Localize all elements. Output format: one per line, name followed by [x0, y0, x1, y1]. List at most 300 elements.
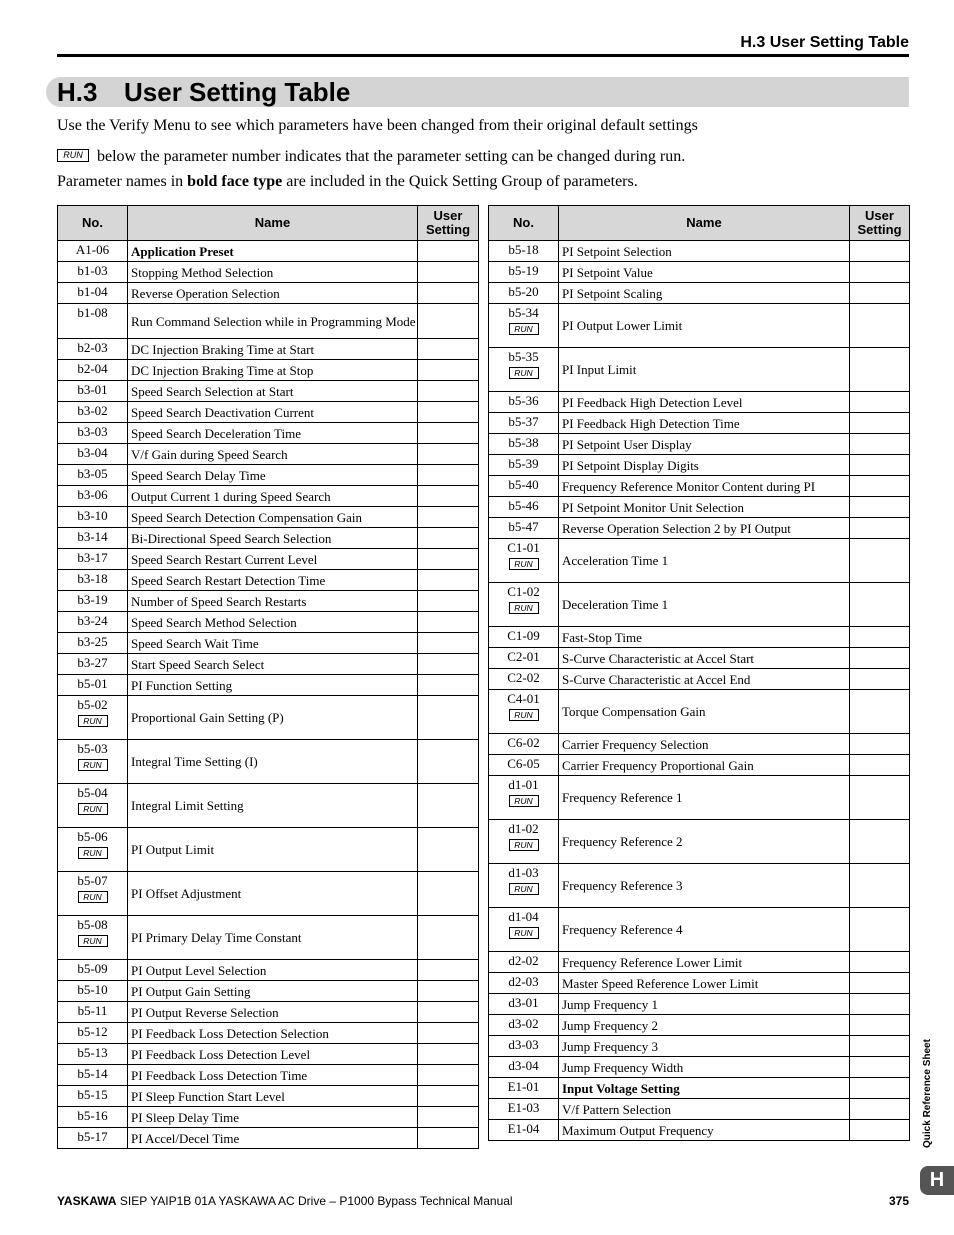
user-setting-cell[interactable]: [418, 828, 479, 872]
param-number-cell: [489, 734, 559, 755]
param-name: Input Voltage Setting: [559, 1078, 850, 1099]
param-name: PI Feedback Loss Detection Time: [128, 1065, 418, 1086]
param-name: Bi-Directional Speed Search Selection: [128, 528, 418, 549]
param-number: b3-05: [77, 466, 108, 481]
param-number-cell: [58, 1002, 128, 1023]
param-name: PI Setpoint User Display: [559, 434, 850, 455]
param-number: b1-04: [77, 284, 108, 299]
param-number-cell: [489, 1057, 559, 1078]
param-name: Frequency Reference 3: [559, 864, 850, 908]
user-setting-cell[interactable]: [418, 1002, 479, 1023]
table-row: [58, 262, 479, 283]
table-row: [489, 283, 910, 304]
user-setting-cell[interactable]: [418, 1044, 479, 1065]
user-setting-cell[interactable]: [418, 872, 479, 916]
param-number: d2-02: [508, 953, 539, 968]
table-row: [58, 465, 479, 486]
table-row: [489, 392, 910, 413]
table-row: [489, 476, 910, 497]
param-name: PI Feedback High Detection Time: [559, 413, 850, 434]
param-number-cell: [58, 591, 128, 612]
param-number-cell: [58, 360, 128, 381]
param-name: Jump Frequency 2: [559, 1015, 850, 1036]
param-name: PI Feedback Loss Detection Selection: [128, 1023, 418, 1044]
param-name: Jump Frequency 1: [559, 994, 850, 1015]
table-row: [489, 1120, 910, 1141]
param-number: b5-39: [508, 456, 539, 471]
user-setting-cell[interactable]: [418, 633, 479, 654]
user-setting-cell[interactable]: [418, 696, 479, 740]
user-setting-cell[interactable]: [418, 549, 479, 570]
user-setting-cell[interactable]: [418, 570, 479, 591]
user-setting-cell[interactable]: [418, 465, 479, 486]
run-badge-icon: RUN: [509, 367, 539, 379]
param-number: b5-18: [508, 242, 539, 257]
table-row: [58, 696, 479, 740]
user-setting-cell[interactable]: [418, 784, 479, 828]
table-row: [489, 820, 910, 864]
table-row: [489, 1057, 910, 1078]
user-setting-cell[interactable]: [850, 648, 910, 669]
param-number: b5-36: [508, 393, 539, 408]
param-number: b2-04: [77, 361, 108, 376]
table-row: [489, 690, 910, 734]
user-setting-cell[interactable]: [850, 304, 910, 348]
param-number-cell: [58, 381, 128, 402]
param-number: b5-06: [77, 829, 108, 844]
table-row: [58, 507, 479, 528]
user-setting-cell[interactable]: [418, 1107, 479, 1128]
table-row: [489, 864, 910, 908]
param-number-cell: [489, 1099, 559, 1120]
param-name: Carrier Frequency Proportional Gain: [559, 755, 850, 776]
user-setting-cell[interactable]: [850, 539, 910, 583]
param-name: Integral Limit Setting: [128, 784, 418, 828]
header-rule: [57, 54, 909, 57]
table-row: [58, 675, 479, 696]
param-name: Integral Time Setting (I): [128, 740, 418, 784]
param-number: b3-25: [77, 634, 108, 649]
table-row: [58, 528, 479, 549]
user-setting-cell[interactable]: [850, 241, 910, 262]
user-setting-cell[interactable]: [418, 507, 479, 528]
user-setting-cell[interactable]: [418, 981, 479, 1002]
user-setting-cell[interactable]: [418, 1128, 479, 1149]
table-row: [489, 1036, 910, 1057]
user-setting-cell[interactable]: [850, 864, 910, 908]
param-number-cell: [489, 908, 559, 952]
run-badge-icon: RUN: [78, 715, 108, 727]
param-name: PI Output Limit: [128, 828, 418, 872]
user-setting-cell[interactable]: [850, 348, 910, 392]
user-setting-cell[interactable]: [850, 627, 910, 648]
param-number-cell: [58, 612, 128, 633]
table-row: [489, 908, 910, 952]
intro-line-3: [57, 172, 638, 192]
intro-line-3-suffix: are included in the Quick Setting Group of parameters.: [282, 173, 638, 190]
param-number: d1-01: [508, 777, 539, 792]
col-header-user-line2: Setting: [857, 222, 902, 237]
param-number-cell: [58, 486, 128, 507]
param-number-cell: [489, 1078, 559, 1099]
param-number: b5-19: [508, 263, 539, 278]
param-number-cell: [58, 283, 128, 304]
param-number-cell: [489, 1120, 559, 1141]
user-setting-cell[interactable]: [418, 381, 479, 402]
user-setting-cell[interactable]: [850, 434, 910, 455]
param-number: b5-46: [508, 498, 539, 513]
user-setting-cell[interactable]: [418, 486, 479, 507]
param-number-cell: [58, 1044, 128, 1065]
param-name: PI Sleep Function Start Level: [128, 1086, 418, 1107]
param-number-cell: [489, 497, 559, 518]
param-number: b5-13: [77, 1045, 108, 1060]
param-name: PI Setpoint Monitor Unit Selection: [559, 497, 850, 518]
col-header-no: No.: [58, 206, 128, 241]
param-number-cell: [489, 413, 559, 434]
user-setting-cell[interactable]: [418, 612, 479, 633]
param-number: b3-27: [77, 655, 108, 670]
param-number: b3-19: [77, 592, 108, 607]
table-row: [489, 241, 910, 262]
param-number: b3-04: [77, 445, 108, 460]
param-number: C2-01: [507, 649, 540, 664]
param-number: b1-03: [77, 263, 108, 278]
run-badge-icon: RUN: [78, 803, 108, 815]
user-setting-cell[interactable]: [418, 241, 479, 262]
user-setting-cell[interactable]: [850, 734, 910, 755]
user-setting-cell[interactable]: [418, 304, 479, 339]
param-name: Speed Search Selection at Start: [128, 381, 418, 402]
param-name: PI Feedback High Detection Level: [559, 392, 850, 413]
param-name: Application Preset: [128, 241, 418, 262]
table-row: [489, 1099, 910, 1120]
param-number: b5-07: [77, 873, 108, 888]
param-number: E1-03: [507, 1100, 540, 1115]
table-row: [489, 348, 910, 392]
param-number-cell: [489, 455, 559, 476]
param-number: d2-03: [508, 974, 539, 989]
param-number: b3-18: [77, 571, 108, 586]
footer-text: SIEP YAIP1B 01A YASKAWA AC Drive – P1000 Bypass Technical Manual: [116, 1194, 513, 1208]
param-number: C2-02: [507, 670, 540, 685]
user-setting-cell[interactable]: [850, 994, 910, 1015]
param-number-cell: [489, 392, 559, 413]
param-number: E1-04: [507, 1121, 540, 1136]
param-name: DC Injection Braking Time at Stop: [128, 360, 418, 381]
param-number-cell: [58, 465, 128, 486]
table-row: [489, 518, 910, 539]
table-row: [58, 960, 479, 981]
param-number: b5-20: [508, 284, 539, 299]
user-setting-cell[interactable]: [418, 960, 479, 981]
col-header-name: Name: [559, 206, 850, 241]
param-number: b3-24: [77, 613, 108, 628]
run-badge-icon: RUN: [509, 795, 539, 807]
footer-brand: YASKAWA: [57, 1194, 117, 1208]
param-number-cell: [58, 981, 128, 1002]
user-setting-cell[interactable]: [418, 283, 479, 304]
param-number: b3-02: [77, 403, 108, 418]
user-setting-cell[interactable]: [850, 497, 910, 518]
user-setting-cell[interactable]: [850, 669, 910, 690]
param-name: Maximum Output Frequency: [559, 1120, 850, 1141]
col-header-no: No.: [489, 206, 559, 241]
user-setting-cell[interactable]: [850, 776, 910, 820]
section-title-text: User Setting Table: [124, 77, 351, 107]
user-setting-cell[interactable]: [850, 262, 910, 283]
user-setting-cell[interactable]: [850, 1078, 910, 1099]
user-setting-cell[interactable]: [850, 413, 910, 434]
table-row: [58, 423, 479, 444]
user-setting-cell[interactable]: [418, 444, 479, 465]
param-name: S-Curve Characteristic at Accel End: [559, 669, 850, 690]
param-name: Stopping Method Selection: [128, 262, 418, 283]
param-number-cell: [489, 755, 559, 776]
param-number: C6-05: [507, 756, 540, 771]
param-name: S-Curve Characteristic at Accel Start: [559, 648, 850, 669]
table-row: [58, 486, 479, 507]
param-number: A1-06: [75, 242, 110, 257]
table-row: [58, 828, 479, 872]
user-setting-cell[interactable]: [850, 476, 910, 497]
running-head: H.3 User Setting Table: [740, 34, 909, 51]
table-row: [58, 916, 479, 960]
run-badge-icon: RUN: [78, 891, 108, 903]
param-name: PI Feedback Loss Detection Level: [128, 1044, 418, 1065]
user-setting-cell[interactable]: [850, 1099, 910, 1120]
table-row: [489, 669, 910, 690]
param-name: PI Sleep Delay Time: [128, 1107, 418, 1128]
param-number-cell: [489, 539, 559, 583]
user-setting-table-left: [57, 205, 479, 1149]
param-name: Speed Search Restart Detection Time: [128, 570, 418, 591]
param-number-cell: [489, 1036, 559, 1057]
table-row: [489, 973, 910, 994]
param-number-cell: [58, 654, 128, 675]
param-number: b5-08: [77, 917, 108, 932]
table-row: [58, 740, 479, 784]
param-number-cell: [58, 740, 128, 784]
user-setting-table-right: [488, 205, 910, 1141]
table-row: [58, 1023, 479, 1044]
param-number-cell: [58, 570, 128, 591]
user-setting-cell[interactable]: [850, 973, 910, 994]
run-badge-icon: RUN: [509, 323, 539, 335]
user-setting-cell[interactable]: [850, 908, 910, 952]
param-number: b5-35: [508, 349, 539, 364]
param-number: d1-04: [508, 909, 539, 924]
table-row: [489, 994, 910, 1015]
param-number: b5-12: [77, 1024, 108, 1039]
user-setting-cell[interactable]: [418, 654, 479, 675]
table-row: [58, 1128, 479, 1149]
user-setting-cell[interactable]: [418, 740, 479, 784]
param-number-cell: [58, 1065, 128, 1086]
user-setting-cell[interactable]: [418, 1086, 479, 1107]
run-badge-icon: RUN: [509, 558, 539, 570]
param-number-cell: [489, 776, 559, 820]
user-setting-cell[interactable]: [418, 591, 479, 612]
user-setting-cell[interactable]: [850, 283, 910, 304]
table-row: [58, 283, 479, 304]
param-number-cell: [58, 1128, 128, 1149]
user-setting-cell[interactable]: [850, 1120, 910, 1141]
intro-line-2: [57, 147, 685, 167]
param-number: b5-37: [508, 414, 539, 429]
table-row: [489, 755, 910, 776]
col-header-user-setting: [850, 206, 910, 241]
param-number-cell: [58, 1107, 128, 1128]
param-name: PI Offset Adjustment: [128, 872, 418, 916]
param-number-cell: [489, 262, 559, 283]
param-number: b5-34: [508, 305, 539, 320]
user-setting-cell[interactable]: [850, 1057, 910, 1078]
param-number: b5-10: [77, 982, 108, 997]
table-row: [489, 413, 910, 434]
table-row: [58, 1002, 479, 1023]
user-setting-cell[interactable]: [418, 528, 479, 549]
table-row: [489, 734, 910, 755]
col-header-user-setting: [418, 206, 479, 241]
param-number: C6-02: [507, 735, 540, 750]
param-number: C4-01: [507, 691, 540, 706]
table-row: [58, 633, 479, 654]
intro-line-1: Use the Verify Menu to see which parameters have been changed from their original default settings: [57, 117, 698, 134]
user-setting-cell[interactable]: [418, 1023, 479, 1044]
side-label: Quick Reference Sheet: [922, 1039, 933, 1148]
section-number: H.3: [57, 77, 98, 107]
param-number-cell: [58, 1023, 128, 1044]
param-number: b2-03: [77, 340, 108, 355]
table-row: [489, 497, 910, 518]
table-row: [489, 776, 910, 820]
param-number-cell: [58, 1086, 128, 1107]
param-number: b3-01: [77, 382, 108, 397]
param-name: PI Input Limit: [559, 348, 850, 392]
param-name: Run Command Selection while in Programming Mode: [128, 304, 418, 339]
user-setting-cell[interactable]: [418, 360, 479, 381]
section-title: [57, 76, 350, 108]
user-setting-cell[interactable]: [418, 262, 479, 283]
run-badge-icon: RUN: [57, 149, 89, 162]
param-number: d3-04: [508, 1058, 539, 1073]
user-setting-cell[interactable]: [850, 755, 910, 776]
table-row: [489, 304, 910, 348]
param-number-cell: [489, 669, 559, 690]
user-setting-cell[interactable]: [850, 952, 910, 973]
table-row: [58, 381, 479, 402]
user-setting-cell[interactable]: [850, 1015, 910, 1036]
param-name: Speed Search Deceleration Time: [128, 423, 418, 444]
user-setting-cell[interactable]: [418, 675, 479, 696]
user-setting-cell[interactable]: [418, 1065, 479, 1086]
user-setting-cell[interactable]: [418, 423, 479, 444]
run-badge-icon: RUN: [509, 709, 539, 721]
user-setting-cell[interactable]: [850, 820, 910, 864]
param-name: PI Setpoint Selection: [559, 241, 850, 262]
param-number-cell: [58, 872, 128, 916]
col-header-name: Name: [128, 206, 418, 241]
param-name: PI Output Level Selection: [128, 960, 418, 981]
param-name: PI Output Gain Setting: [128, 981, 418, 1002]
table-row: [58, 570, 479, 591]
table-row: [58, 402, 479, 423]
col-header-user-line1: User: [865, 208, 894, 223]
param-number: d3-03: [508, 1037, 539, 1052]
user-setting-cell[interactable]: [850, 392, 910, 413]
param-name: Fast-Stop Time: [559, 627, 850, 648]
param-number: b5-02: [77, 697, 108, 712]
table-row: [58, 1107, 479, 1128]
table-row: [58, 339, 479, 360]
table-row: [489, 1015, 910, 1036]
param-name: V/f Gain during Speed Search: [128, 444, 418, 465]
col-header-user-line2: Setting: [425, 222, 471, 237]
param-name: Frequency Reference Monitor Content during PI: [559, 476, 850, 497]
param-number: b5-01: [77, 676, 108, 691]
param-number-cell: [489, 518, 559, 539]
table-row: [58, 304, 479, 339]
page-number: 375: [888, 1194, 909, 1208]
table-row: [58, 981, 479, 1002]
param-number-cell: [58, 528, 128, 549]
param-number-cell: [489, 283, 559, 304]
table-row: [58, 549, 479, 570]
param-name: Frequency Reference 2: [559, 820, 850, 864]
user-setting-cell[interactable]: [418, 339, 479, 360]
param-name: Deceleration Time 1: [559, 583, 850, 627]
param-number-cell: [489, 1015, 559, 1036]
col-header-user-line1: User: [433, 208, 463, 223]
param-name: Acceleration Time 1: [559, 539, 850, 583]
param-number: b5-15: [77, 1087, 108, 1102]
param-number-cell: [58, 633, 128, 654]
table-row: [58, 241, 479, 262]
param-number-cell: [489, 434, 559, 455]
param-number: b5-16: [77, 1108, 108, 1123]
table-row: [58, 1086, 479, 1107]
table-row: [58, 1065, 479, 1086]
param-number-cell: [489, 627, 559, 648]
param-number-cell: [58, 549, 128, 570]
user-setting-cell[interactable]: [850, 518, 910, 539]
param-number-cell: [489, 864, 559, 908]
user-setting-cell[interactable]: [850, 583, 910, 627]
param-number: b5-17: [77, 1129, 108, 1144]
run-badge-icon: RUN: [78, 759, 108, 771]
user-setting-cell[interactable]: [418, 402, 479, 423]
param-number-cell: [489, 973, 559, 994]
param-name: Start Speed Search Select: [128, 654, 418, 675]
param-name: Proportional Gain Setting (P): [128, 696, 418, 740]
user-setting-cell[interactable]: [850, 455, 910, 476]
table-row: [489, 583, 910, 627]
param-number: b5-38: [508, 435, 539, 450]
param-number: b5-14: [77, 1066, 108, 1081]
param-name: PI Output Reverse Selection: [128, 1002, 418, 1023]
user-setting-cell[interactable]: [850, 690, 910, 734]
param-number-cell: [58, 304, 128, 339]
param-number: d3-01: [508, 995, 539, 1010]
param-name: Frequency Reference 4: [559, 908, 850, 952]
intro-line-3-prefix: Parameter names in: [57, 173, 188, 190]
param-number-cell: [489, 994, 559, 1015]
table-row: [489, 1078, 910, 1099]
user-setting-cell[interactable]: [850, 1036, 910, 1057]
user-setting-cell[interactable]: [418, 916, 479, 960]
param-name: Jump Frequency 3: [559, 1036, 850, 1057]
